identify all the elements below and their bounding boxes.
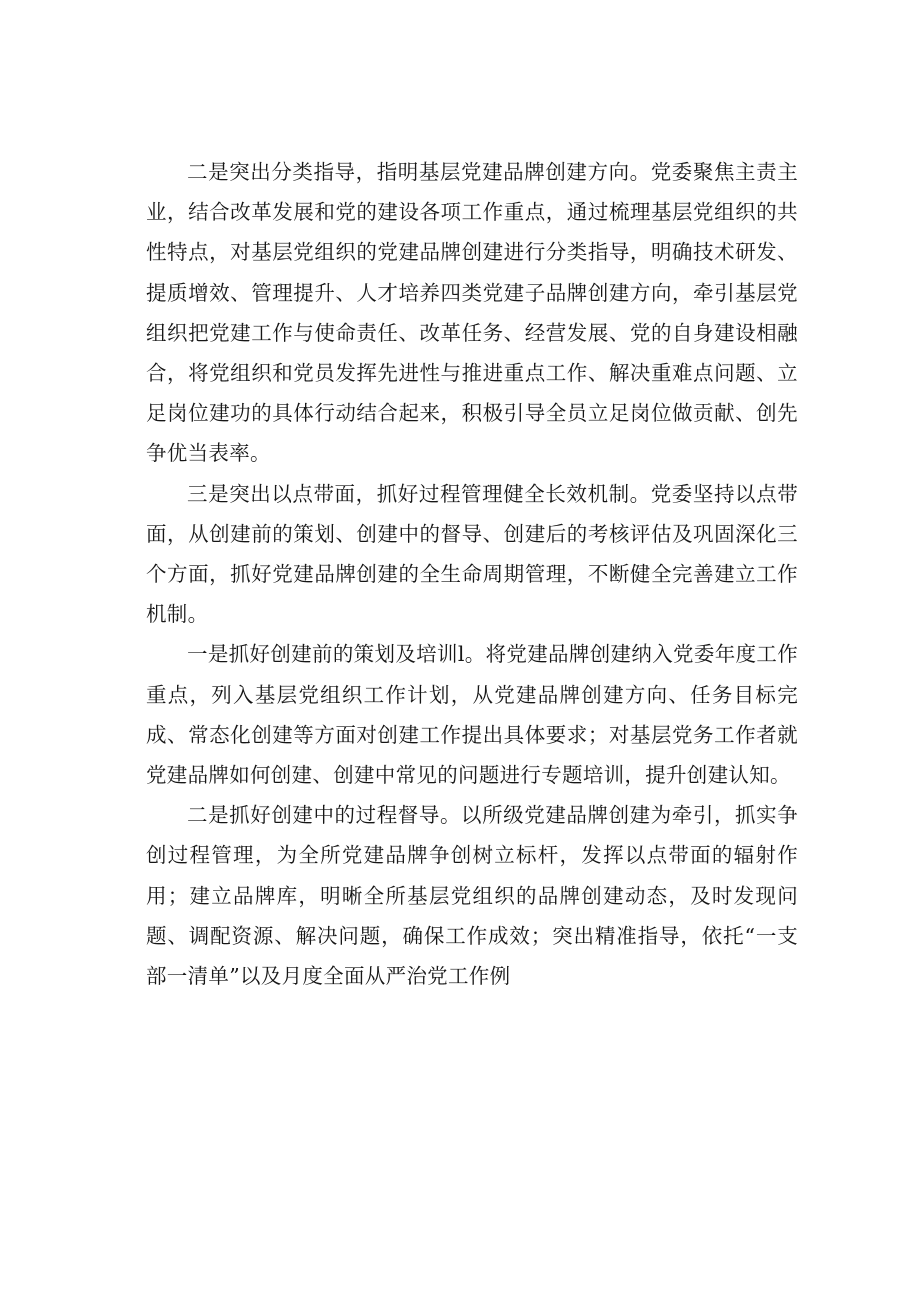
document-body	[146, 152, 798, 996]
paragraph: 二是突出分类指导，指明基层党建品牌创建方向。党委聚焦主责主业，结合改革发展和党的建设各项工作重点，通过梳理基层党组织的共性特点，对基层党组织的党建品牌创建进行分类指导，明确技术研发、提质增效、管理提升、人才培养四类党建子品牌创建方向，牵引基层党组织把党建工作与使命责任、改革任务、经营发展、党的自身建设相融合，将党组织和党员发挥先进性与推进重点工作、解决重难点问题、立足岗位建功的具体行动结合起来，积极引导全员立足岗位做贡献、创先争优当表率。	[146, 160, 798, 466]
paragraph: 二是抓好创建中的过程督导。以所级党建品牌创建为牵引，抓实争创过程管理，为全所党建品牌争创树立标杆，发挥以点带面的辐射作用；建立品牌库，明晰全所基层党组织的品牌创建动态，及时发现问题、调配资源、解决问题，确保工作成效；突出精准指导，依托“一支部一清单”以及月度全面从严治党工作例	[146, 803, 798, 989]
paragraph: 三是突出以点带面，抓好过程管理健全长效机制。党委坚持以点带面，从创建前的策划、创建中的督导、创建后的考核评估及巩固深化三个方面，抓好党建品牌创建的全生命周期管理，不断健全完善建立工作机制。	[146, 481, 798, 627]
paragraph: 一是抓好创建前的策划及培训l。将党建品牌创建纳入党委年度工作重点，列入基层党组织工作计划，从党建品牌创建方向、任务目标完成、常态化创建等方面对创建工作提出具体要求；对基层党务工作者就党建品牌如何创建、创建中常见的问题进行专题培训，提升创建认知。	[146, 642, 798, 788]
